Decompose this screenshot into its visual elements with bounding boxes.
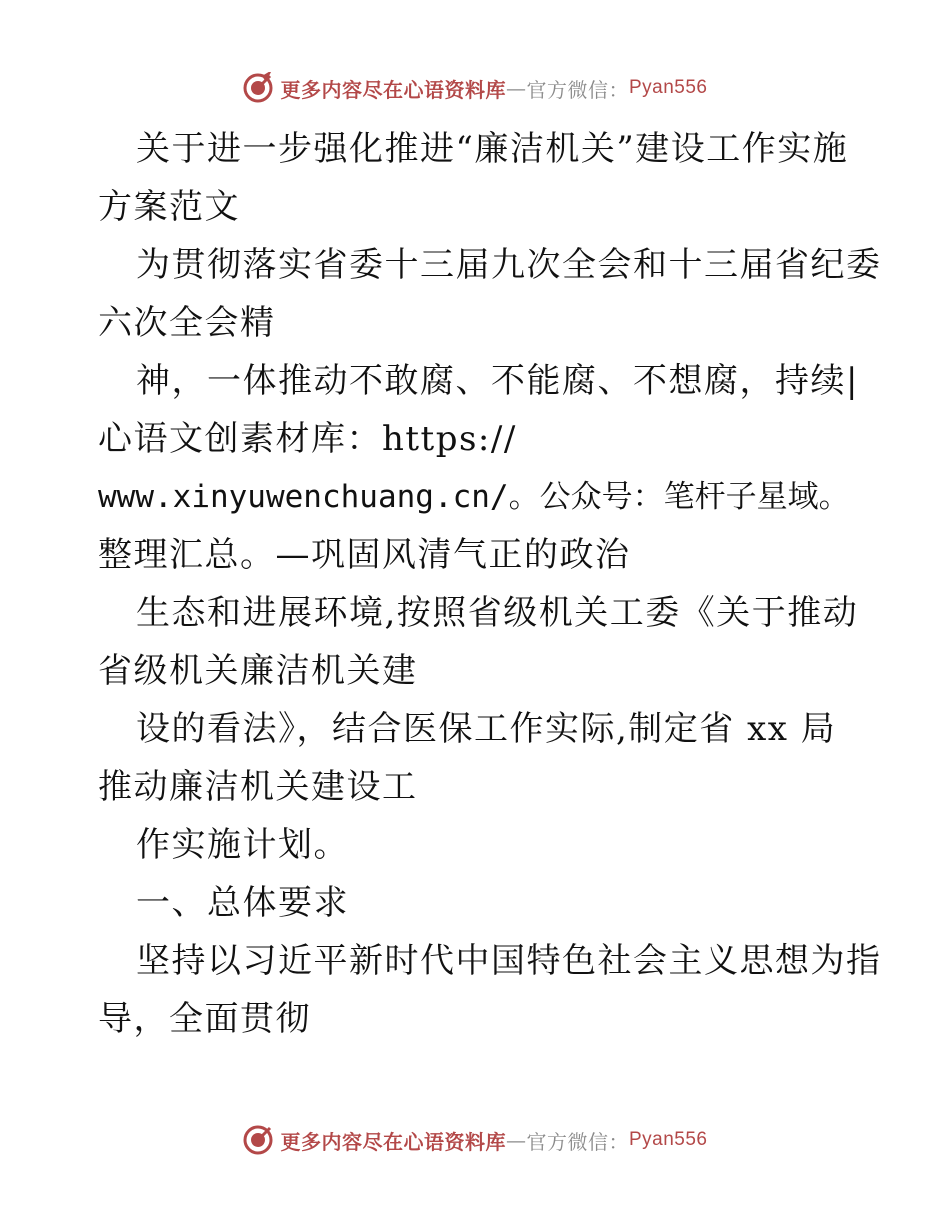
doc-paragraph-line: 整理汇总。—巩固风清气正的政治: [98, 535, 631, 575]
doc-title-line-1: 关于进一步强化推进“廉洁机关”建设工作实施: [136, 129, 849, 169]
pen-logo-icon: [242, 72, 274, 104]
doc-paragraph-line: 神，一体推动不敢腐、不能腐、不想腐，持续|: [136, 361, 859, 401]
doc-paragraph-line: 导，全面贯彻: [98, 999, 311, 1039]
doc-paragraph-line: 为贯彻落实省委十三届九次全会和十三届省纪委: [136, 245, 882, 285]
doc-paragraph-line: 作实施计划。: [136, 825, 349, 865]
document-body: [98, 120, 882, 1048]
doc-url-line: www.xinyuwenchuang.cn/。公众号：笔杆子星域。: [98, 479, 850, 515]
pen-logo-icon: [242, 1124, 274, 1156]
watermark-separator: —: [505, 76, 527, 100]
doc-paragraph-line: 设的看法》，结合医保工作实际,制定省 xx 局: [136, 709, 837, 749]
doc-paragraph-line: 坚持以习近平新时代中国特色社会主义思想为指: [136, 941, 882, 981]
doc-paragraph-line: 心语文创素材库：https://: [98, 419, 517, 459]
section-heading: 一、总体要求: [136, 883, 349, 923]
doc-paragraph-line: 省级机关廉洁机关建: [98, 651, 418, 691]
watermark-label: 官方微信：: [526, 77, 629, 102]
watermark-id: Pyan556: [628, 77, 708, 98]
watermark-label: 官方微信：: [526, 1129, 629, 1154]
watermark-id: Pyan556: [628, 1129, 708, 1150]
doc-title-line-2: 方案范文: [98, 187, 240, 227]
doc-paragraph-line: 六次全会精: [98, 303, 276, 343]
header-watermark: [0, 72, 950, 104]
footer-watermark: [0, 1124, 950, 1156]
doc-paragraph-line: 推动廉洁机关建设工: [98, 767, 418, 807]
watermark-separator: —: [505, 1128, 527, 1152]
doc-paragraph-line: 生态和进展环境,按照省级机关工委《关于推动: [136, 593, 859, 633]
watermark-brand: 更多内容尽在心语资料库: [280, 77, 506, 102]
watermark-brand: 更多内容尽在心语资料库: [280, 1129, 506, 1154]
